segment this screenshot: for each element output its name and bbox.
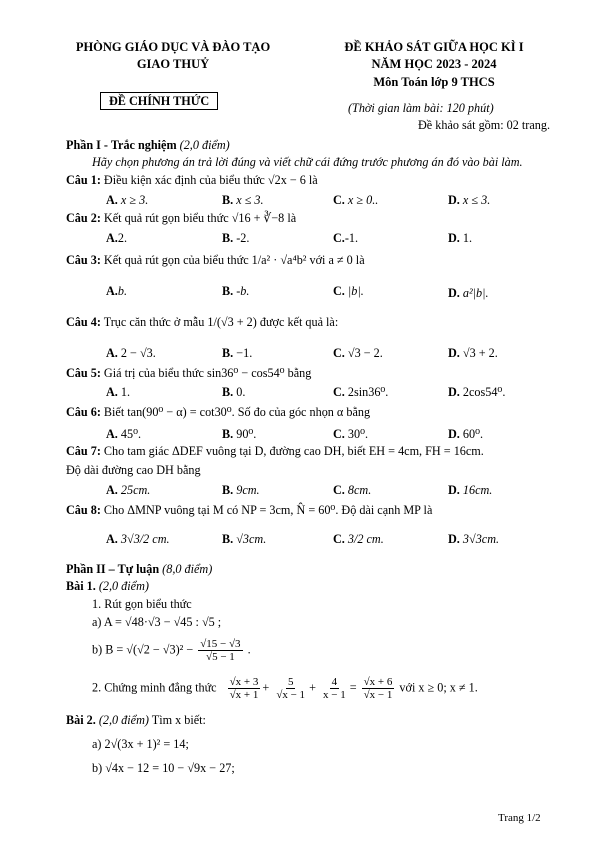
part2-heading: [66, 562, 212, 577]
q6-expr: tan(90⁰ − α) = cot30⁰: [127, 405, 232, 419]
q6-option-c: C. 30⁰.: [333, 427, 369, 441]
q6-text: Biết: [103, 405, 125, 419]
bai1-b-frac-den: √5 − 1: [206, 651, 235, 663]
q6-option-b: B. 90⁰.: [222, 427, 257, 441]
q3-label: Câu 3:: [66, 253, 101, 267]
q7-option-d: D. 16cm.: [448, 483, 493, 497]
bai1-part-b: b) B = √(√2 − √3)² − $\frac{√15 - √3}{√5 - 1}$ .: [92, 638, 251, 663]
q3-option-a: A.b.: [106, 284, 127, 298]
q1-tail: là: [308, 173, 318, 187]
question-3: [66, 253, 365, 268]
q4-text: Trục căn thức ở mẫu: [103, 315, 205, 329]
q3-option-d: D. a²|b|.: [448, 286, 489, 300]
question-6: [66, 405, 370, 420]
q1-option-b: B. x ≤ 3.: [222, 193, 264, 207]
bai1-heading: [66, 579, 149, 594]
q5-option-c: C. 2sin36⁰.: [333, 385, 389, 399]
q4-option-a: A. 2 − √3.: [106, 346, 156, 360]
bai1-b-fraction: [198, 638, 242, 663]
time-note: (Thời gian làm bài: 120 phút): [348, 101, 494, 115]
part1-instruction: Hãy chọn phương án trả lời đúng và viết chữ cái đứng trước phương án đó vào bài làm.: [92, 155, 523, 169]
part2-points: (8,0 điểm): [162, 562, 213, 576]
bai2-part-a: a) 2√(3x + 1)² = 14;: [92, 737, 189, 751]
q5-option-b: B. 0.: [222, 385, 246, 399]
q2-option-b: B. -2.: [222, 231, 250, 245]
q2-option-a: A.2.: [106, 231, 127, 245]
q3-option-c: C. |b|.: [333, 284, 364, 298]
pages-note: Đề khảo sát gồm: 02 trang.: [418, 118, 551, 132]
q4-expr: 1/(√3 + 2): [207, 315, 257, 329]
question-1: [66, 173, 318, 188]
bai1-item1: 1. Rút gọn biểu thức: [92, 597, 192, 611]
identity-frac-2: $\frac{5}{√x - 1}$: [276, 676, 306, 701]
q5-label: Câu 5:: [66, 366, 101, 380]
q5-text: Giá trị của biểu thức: [103, 366, 204, 380]
part2-title: Phần II – Tự luận: [66, 562, 160, 576]
q2-text: Kết quả rút gọn biểu thức: [103, 211, 229, 225]
q5-option-a: A. 1.: [106, 385, 131, 399]
bai1-b-prefix: b) B = √(√2 − √3)² −: [92, 642, 194, 657]
exam-title: ĐỀ KHẢO SÁT GIỮA HỌC KÌ I: [344, 40, 524, 54]
q6-label: Câu 6:: [66, 405, 101, 419]
bai2-points: (2,0 điểm): [98, 713, 149, 727]
official-label: ĐỀ CHÍNH THỨC: [100, 92, 218, 110]
page-number: Trang 1/2: [498, 812, 541, 824]
q4-label: Câu 4:: [66, 315, 101, 329]
q8-option-a: A. 3√3/2 cm.: [106, 532, 170, 546]
bai2-label: Bài 2.: [66, 713, 96, 727]
question-5: [66, 366, 311, 381]
q5-tail: bằng: [287, 366, 312, 380]
q1-option-d: D. x ≤ 3.: [448, 193, 491, 207]
q7-text: Cho tam giác ΔDEF vuông tại D, đường cao DH, biết EH = 4cm, FH = 16cm.: [103, 444, 484, 458]
q4-option-b: B. −1.: [222, 346, 253, 360]
q2-option-c: C.-1.: [333, 231, 359, 245]
q7-tail: Độ dài đường cao DH bằng: [66, 463, 201, 477]
q2-label: Câu 2:: [66, 211, 101, 225]
q8-label: Câu 8:: [66, 503, 101, 517]
q8-option-c: C. 3/2 cm.: [333, 532, 384, 546]
q1-text: Điều kiện xác định của biểu thức: [103, 173, 265, 187]
bai1-part-a: a) A = √48·√3 − √45 : √5 ;: [92, 615, 222, 629]
identity-frac-4: $\frac{√x + 6}{√x - 1}$: [363, 676, 393, 701]
q8-text: Cho ΔMNP vuông tại M có NP = 3cm, N̂ = 60⁰. Độ dài cạnh MP là: [103, 503, 433, 517]
bai2-heading: [66, 713, 206, 728]
question-7: [66, 444, 484, 459]
official-badge: [100, 94, 218, 109]
bai2-part-b: b) √4x − 12 = 10 − √9x − 27;: [92, 761, 235, 775]
part1-title: Phần I - Trắc nghiệm: [66, 138, 177, 152]
question-2: [66, 211, 296, 226]
q5-option-d: D. 2cos54⁰.: [448, 385, 506, 399]
q1-option-a: A. x ≥ 3.: [106, 193, 149, 207]
q2-option-d: D. 1.: [448, 231, 473, 245]
q3-text: Kết quả rút gọn của biểu thức: [103, 253, 249, 267]
q4-tail: được kết quả là:: [259, 315, 339, 329]
identity-frac-1: $\frac{√x + 3}{√x + 1}$: [229, 676, 259, 701]
school-year: NĂM HỌC 2023 - 2024: [371, 57, 497, 71]
bai1-item2: 2. Chứng minh đẳng thức $\frac{√x + 3}{√x + 1}$ + $\frac{5}{√x - 1}$ + $\frac{4}{x - 1}$ = $\frac{√x + 6}{√x - 1}$ với x ≥ 0; x ≠ 1.: [92, 676, 478, 701]
bai1-item2-label: 2. Chứng minh đẳng thức: [92, 680, 217, 695]
q5-expr: sin36⁰ − cos54⁰: [206, 366, 285, 380]
q1-label: Câu 1:: [66, 173, 101, 187]
q8-option-b: B. √3cm.: [222, 532, 267, 546]
q6-option-a: A. 45⁰.: [106, 427, 142, 441]
q7-label: Câu 7:: [66, 444, 101, 458]
identity-frac-3: $\frac{4}{x - 1}$: [322, 676, 346, 701]
org-line1: PHÒNG GIÁO DỤC VÀ ĐÀO TẠO: [75, 40, 271, 54]
q1-option-c: C. x ≥ 0..: [333, 193, 379, 207]
q4-option-c: C. √3 − 2.: [333, 346, 383, 360]
subject: Môn Toán lớp 9 THCS: [373, 75, 495, 89]
q3-option-b: B. -b.: [222, 284, 250, 298]
part1-points: (2,0 điểm): [179, 138, 230, 152]
q2-expr: √16 + ∛−8: [231, 211, 285, 225]
bai1-label: Bài 1.: [66, 579, 96, 593]
q6-option-d: D. 60⁰.: [448, 427, 484, 441]
question-4: [66, 315, 338, 330]
bai1-points: (2,0 điểm): [98, 579, 149, 593]
q7-option-a: A. 25cm.: [106, 483, 151, 497]
q3-expr: 1/a² · √a⁴b²: [251, 253, 307, 267]
part1-heading: [66, 138, 230, 153]
q7-option-b: B. 9cm.: [222, 483, 260, 497]
q8-option-d: D. 3√3cm.: [448, 532, 500, 546]
question-8: [66, 503, 432, 518]
q1-expr: √2x − 6: [267, 173, 306, 187]
q4-option-d: D. √3 + 2.: [448, 346, 498, 360]
org-line2: GIAO THUỶ: [136, 57, 210, 71]
bai1-b-frac-num: √15 − √3: [200, 638, 241, 650]
bai2-text: Tìm x biết:: [151, 713, 206, 727]
q7-option-c: C. 8cm.: [333, 483, 372, 497]
q2-tail: là: [287, 211, 297, 225]
q3-tail: với a ≠ 0 là: [309, 253, 365, 267]
bai1-item2-cond: với x ≥ 0; x ≠ 1.: [399, 680, 478, 695]
q6-tail: . Số đo của góc nhọn α bằng: [231, 405, 371, 419]
